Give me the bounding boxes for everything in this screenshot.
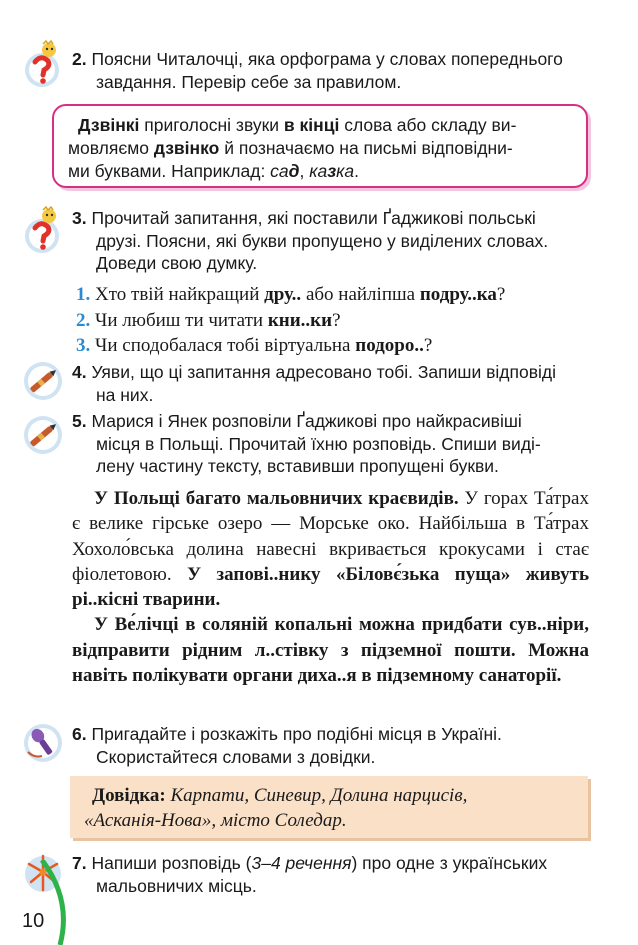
question-mark-icon [22,206,64,248]
exercise-2 [72,48,592,93]
pen-icon [22,414,64,456]
exercise-text-line: Марися і Янек розповіли Ґаджикові про найкрасивіші [91,411,522,431]
help-box [70,776,588,838]
exercise-text-line: друзі. Поясни, які букви пропущено у виділених словах. [96,230,549,251]
exercise-number: 7. [72,853,87,873]
rule-line-3: ми буквами. Наприклад: сад, казка. [68,161,360,181]
rule-text: мовляємо [68,138,154,158]
exercise-text-line: Доведи свою думку. [96,253,258,273]
rule-text: й позначаємо на письмі відповідни- [219,138,513,158]
exercise-number: 6. [72,724,87,744]
rule-term: в кінці [283,115,340,135]
exercise-number: 2. [72,49,87,69]
list-item: 2. Чи любиш ти читати кни..ки? [76,309,341,331]
exercise-number: 3. [72,208,87,228]
exercise-text-line: лену частину тексту, вставивши пропущені букви. [96,456,499,476]
exercise-number: 5. [72,411,87,431]
exercise-3 [72,207,592,275]
exercise-number: 4. [72,362,87,382]
exercise-text-line: Поясни Читалочці, яка орфограма у словах попереднього [91,49,563,69]
exercise-6 [72,723,592,768]
exercise-text-line: Прочитай запитання, які поставили Ґаджикові польські [91,208,536,228]
exercise-text-line: Уяви, що ці запитання адресовано тобі. Запиши відповіді [91,362,556,382]
rule-example: казка [309,161,355,181]
list-item: 1. Хто твій найкращий дру.. або найліпша подру..ка? [76,284,506,305]
rule-term: дзвінко [153,138,220,158]
exercise-text-line: мальовничих місць. [96,875,257,896]
exercise-7: 7. Напиши розповідь (3–4 речення) про одне з українських мальовничих місць. [72,852,592,897]
exercise-text-line: завдання. Перевір себе за правилом. [96,71,402,92]
page-number: 10 [22,910,45,932]
help-label: Довідка: [92,785,166,806]
exercise-text-line: Пригадайте і розкажіть про подібні місця в Україні. [91,724,502,744]
story-paragraph: У Польщі багато мальовничих краєвидів. У горах Та́трах є велике гірське озеро — Морське око. Найбільша в Та́трах Хохоло́вська долина навесні вкривається крокусами і стає фіолетовою. У запові..нику «Біловє́зька пуща» живуть рі..кісні тварини. [72,488,590,611]
help-line-1: Довідка: Карпати, Синевир, Долина нарцисів, [92,785,468,806]
rule-line-2 [68,137,574,160]
list-item: 3. Чи сподобалася тобі віртуальна подоро..? [76,335,433,356]
pen-icon [22,360,64,402]
exercise-4 [72,361,592,406]
exercise-text-line: місця в Польщі. Прочитай їхню розповідь. Спиши виді- [96,433,541,454]
help-line-2: «Асканія-Нова», місто Соледар. [84,810,347,831]
story-paragraph: У Ве́лічці в соляній копальні можна придбати сув..ніри, відправити рідним л..стівку з підземної пошти. Можна навіть полікувати органи диха..я в підземному санаторії. [72,614,589,687]
microphone-icon [22,722,64,764]
exercise-text-line: Скористайтеся словами з довідки. [96,746,376,767]
rule-text: слова або складу ви- [339,115,517,135]
rule-term: Дзвінкі [78,115,140,135]
story-text [72,486,589,688]
exercise-text-line: на них. [96,384,154,405]
rule-example: сад [270,161,300,181]
rule-box [52,104,588,188]
question-list [76,282,505,359]
rule-text: ми буквами. Наприклад: [68,161,271,181]
rule-line-1 [68,114,574,137]
question-mark-icon [22,40,64,82]
rule-text: приголосні звуки [139,115,284,135]
exercise-5 [72,410,592,478]
